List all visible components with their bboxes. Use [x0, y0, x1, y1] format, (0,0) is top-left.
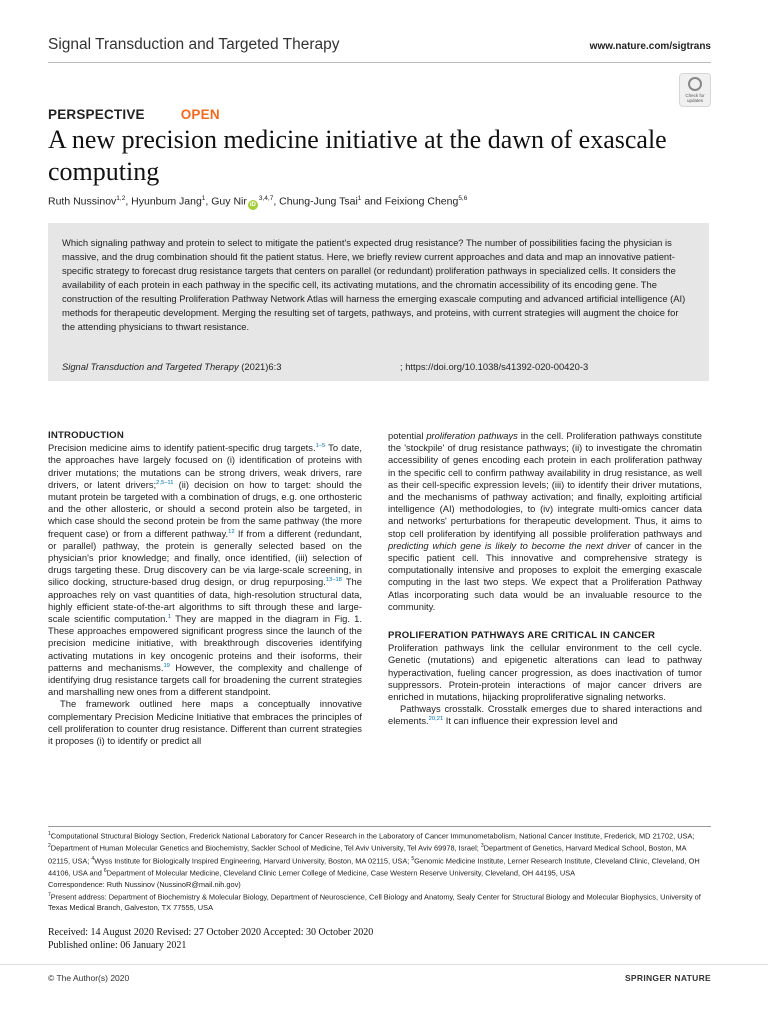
footnote [48, 879, 710, 890]
doi-link[interactable]: ; https://doi.org/10.1038/s41392-020-00420-3 [400, 361, 589, 372]
text-run: Department of Molecular Medicine, Cleveland Clinic Lerner College of Medicine, Case Western Reserve University, Cleveland, OH 44195, USA [106, 868, 576, 878]
reference-citation[interactable]: 4 [91, 855, 95, 862]
section-heading: INTRODUCTION [48, 430, 124, 441]
reference-citation[interactable]: 13–18 [325, 577, 342, 584]
text-run: The approaches rely on vast quantities of data, high-resolution structural data, highly efficient state-of-the-art algorithms to sift through these and large-scale scientific computation. [48, 576, 362, 625]
article-dates [48, 926, 373, 952]
reference-citation[interactable]: 1 [167, 613, 172, 620]
reference-citation[interactable]: 7 [48, 891, 51, 898]
text-run: It can influence their expression level and [443, 715, 618, 727]
author-separator: and [361, 195, 385, 208]
reference-citation[interactable]: 1 [48, 831, 51, 837]
reference-citation[interactable]: 6 [103, 868, 107, 875]
reference-citation[interactable]: 20,21 [428, 716, 444, 723]
footnote [48, 890, 710, 913]
author-affiliation-ref: 1,2 [116, 195, 126, 202]
text-run: Correspondence: Ruth Nussinov (NussinoR@mail.nih.gov) [48, 879, 241, 889]
author-affiliation-ref: 5,6 [458, 195, 468, 202]
text-run: Department of Human Molecular Genetics and Biochemistry, Sackler School of Medicine, Tel Aviv University, Tel Aviv 69978, Israel; [50, 843, 481, 853]
body-paragraph [388, 430, 702, 613]
text-run: Computational Structural Biology Section, Frederick National Laboratory for Cancer Research in the Laboratory of Cancer Immunometabolism, National Cancer Institute, Frederick, MD 21702, USA; [50, 831, 695, 841]
text-run: Pathways crosstalk. Crosstalk emerges due to shared interactions and elements. [388, 703, 702, 727]
author-name[interactable]: Hyunbum Jang [131, 195, 202, 208]
crossmark-icon [688, 77, 702, 91]
orcid-icon[interactable]: iD [249, 201, 256, 208]
publisher-logo: SPRINGER NATURE [624, 973, 711, 983]
text-run: Proliferation pathways link the cellular environment to the cell cycle. Genetic (mutations) and epigenetic alterations can lead to pathway hyperactivation, fueling cancer progression, as does inactivation of tumor suppressors. Protein-protein interactions of major cancer drivers are enriched in mutations, hijacking proproliferative signaling networks. [388, 642, 702, 703]
author-name[interactable]: Guy Nir [211, 195, 247, 208]
author-list [48, 195, 467, 210]
text-run: in the cell. Proliferation pathways constitute the 'stockpile' of drug resistance pathways; (ii) to investigate the chromatin accessibility of genes encoding each protein in each proliferation pathway in the specific cell to confirm pathway availability in drug resistance, as well as their cell-specific expression levels; (iii) to identify their driver mutations, and the mechanisms of pathway activation; and finally, exploiting artificial intelligence (AI) methodologies, to (iv) integrate multi-omics cancer data and networks' perturbations for therapeutic development. Thus, it aims to stop cell proliferation by identifying all possible proliferation pathways and [388, 430, 702, 539]
copyright: © The Author(s) 2020 [48, 973, 130, 983]
emphasis-text: predicting which gene is likely to become the next driver [388, 539, 631, 551]
text-run: potential [388, 430, 427, 441]
footnote-divider [48, 826, 711, 827]
check-for-updates-button[interactable] [679, 73, 711, 107]
text-run: Genomic Medicine Institute, Lerner Research Institute, Cleveland Clinic, Cleveland, OH 44106, USA and [48, 856, 700, 878]
citation-journal: Signal Transduction and Targeted Therapy [62, 361, 239, 372]
text-run: The framework outlined here maps a conceptually innovative complementary Precision Medicine Initiative that embraces the principles of cell proliferation to counter drug resistance. Different than current strategies it proposes (i) to identify or predict all [48, 698, 362, 747]
text-run: Present address: Department of Biochemistry & Molecular Biology, Department of Neuroscience, Cell Biology and Anatomy, Sealy Center for Structural Biology and Molecular Biophysics, University of Texas Medical Branch, Galveston, TX 77555, USA [48, 892, 701, 913]
author-name[interactable]: Feixiong Cheng [384, 195, 459, 208]
author-affiliation-ref: 3,4,7 [258, 195, 274, 202]
body-paragraph [48, 442, 362, 698]
affiliations [48, 829, 710, 913]
reference-citation[interactable]: 2 [48, 843, 51, 850]
body-paragraph [388, 703, 702, 727]
text-run: However, the complexity and challenge of identifying drug resistance targets call for broadening the current strategies and marshalling new ones from a different standpoint. [48, 661, 363, 698]
footer-divider [0, 964, 768, 965]
text-run: Precision medicine aims to identify patient-specific drug targets. [48, 442, 316, 454]
body-column-left [48, 430, 362, 747]
text-run: Wyss Institute for Biologically Inspired Engineering, Harvard University, Boston, MA 02115, USA; [94, 856, 412, 866]
article-title: A new precision medicine initiative at the dawn of exascale computing [48, 125, 667, 186]
body-paragraph [388, 642, 702, 703]
open-access-badge: OPEN [180, 107, 220, 122]
text-run: Department of Genetics, Harvard Medical School, Boston, MA 02115, USA; [48, 843, 687, 866]
reference-citation[interactable]: 19 [163, 662, 170, 669]
citation-volume: (2021)6:3 [238, 361, 282, 372]
section-heading: PROLIFERATION PATHWAYS ARE CRITICAL IN CANCER [388, 630, 656, 642]
article-type: PERSPECTIVE [48, 107, 145, 122]
body-column-right [388, 430, 702, 728]
author-separator: , [273, 195, 280, 208]
text-run: To date, the approaches have largely focused on (i) identification of proteins with driver mutations; the mutations can be strong drivers, weak drivers, rare drivers, or latent drivers; [48, 442, 363, 490]
author-separator: , [125, 195, 132, 208]
text-run: (ii) decision on how to target: should the mutant protein be targeted with a combination of drugs, e.g. one orthosteric and the other allosteric, or should a second protein also be targeted, in which case should the second protein be from the same pathway (the more frequent case) or from a different pathway. [48, 478, 362, 539]
article-type-label [48, 107, 220, 122]
abstract-box [48, 223, 709, 381]
reference-citation[interactable]: 5 [411, 855, 415, 862]
reference-citation[interactable]: 2,5–11 [156, 479, 174, 486]
received-revised-accepted: Received: 14 August 2020 Revised: 27 October 2020 Accepted: 30 October 2020 [48, 927, 374, 938]
citation [62, 361, 281, 372]
reference-citation[interactable]: 12 [228, 528, 235, 535]
author-separator: , [205, 195, 212, 208]
author-affiliation-ref: 1 [201, 195, 206, 202]
emphasis-text: proliferation pathways [426, 430, 518, 441]
body-paragraph [48, 698, 362, 747]
journal-url-link[interactable]: www.nature.com/sigtrans [589, 41, 711, 52]
crossmark-label: Check for updates [685, 93, 705, 103]
header-divider [48, 62, 711, 63]
reference-citation[interactable]: 1–5 [315, 443, 326, 450]
abstract-text: Which signaling pathway and protein to select to mitigate the patient's expected drug resistance? The number of possibilities facing the physician is massive, and the drug combination should fit the patient status. Here, we briefly review current approaches and data and map an innovative patient-specific strategy to forecast drug resistance targets that centers on parallel (or redundant) proliferation pathways in specialized cells. It considers the availability of each protein in each pathway in the specific cell, its activating mutations, and the chromatin accessibility of its encoding gene. The construction of the resulting Proliferation Pathway Network Atlas will harness the emerging exascale computing and advanced artificial intelligence (AI) methods for therapeutic development. Merging the resulting set of targets, pathways, and proteins, with current strategies will augment the choice for the attending physicians to thwart resistance. [62, 237, 686, 332]
author-name[interactable]: Chung-Jung Tsai [279, 195, 358, 208]
author-affiliation-ref: 1 [357, 195, 362, 202]
text-run: If from a different (redundant, or parallel) pathway, the protein is generally selected based on the physician's prior knowledge; and finally, once identified, (iii) selection of drugs targeting these. Drug discovery can be via large-scale screening, in silico docking, structure-based drug design, or drug repurposing. [48, 527, 362, 588]
journal-name: Signal Transduction and Targeted Therapy [48, 36, 340, 53]
footnote [48, 829, 710, 879]
published-online: Published online: 06 January 2021 [48, 940, 187, 951]
text-run: They are mapped in the diagram in Fig. 1. These approaches empowered significant progress since the launch of the precision medicine initiative, with breakthrough discoveries identifying activating mutations in key oncogenic proteins and their isoforms, their patterns and mechanisms. [48, 613, 362, 673]
author-name[interactable]: Ruth Nussinov [48, 195, 117, 208]
reference-citation[interactable]: 3 [480, 843, 484, 850]
text-run: of cancer in the specific patient cell. This innovative and comprehensive strategy is computationally intensive and proposes to exploit the emerging exascale computing in the last two steps. We expect that a Proliferation Pathway Atlas incorporating such data would be an invaluable resource to the community. [388, 539, 702, 612]
